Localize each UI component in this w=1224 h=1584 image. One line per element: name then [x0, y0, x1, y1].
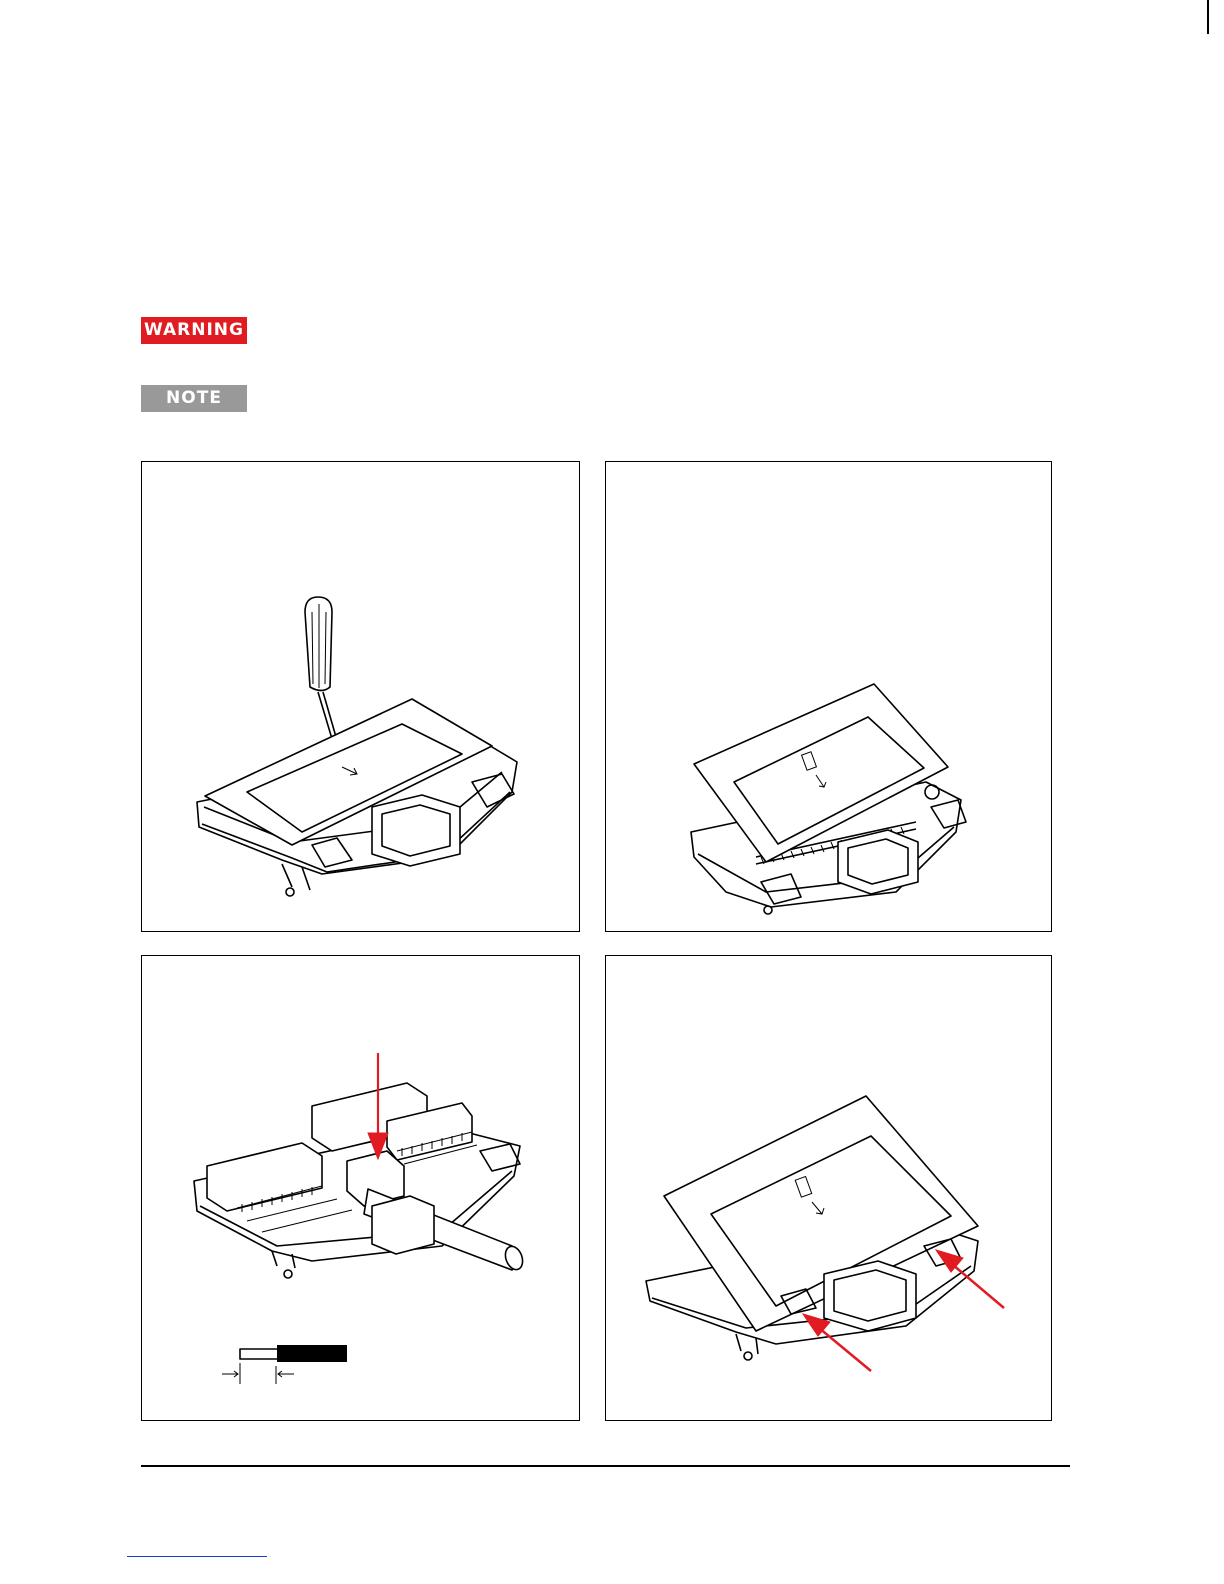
screwdriver-cover-illustration — [142, 462, 581, 933]
footer-rule — [141, 1465, 1070, 1467]
terminal-wiring-illustration — [142, 956, 581, 1422]
figure-panel-reinstall-cover — [605, 955, 1052, 1421]
warning-badge: WARNING — [141, 317, 247, 344]
footer-link-underline[interactable] — [127, 1556, 267, 1557]
figure-panel-remove-cover — [141, 461, 580, 932]
lifted-cover-illustration — [606, 462, 1053, 933]
note-badge: NOTE — [141, 385, 247, 412]
reinstall-cover-illustration — [606, 956, 1053, 1422]
top-right-edge-rule — [1207, 0, 1209, 34]
figure-panel-lift-cover — [605, 461, 1052, 932]
figure-panel-wire-terminals — [141, 955, 580, 1421]
